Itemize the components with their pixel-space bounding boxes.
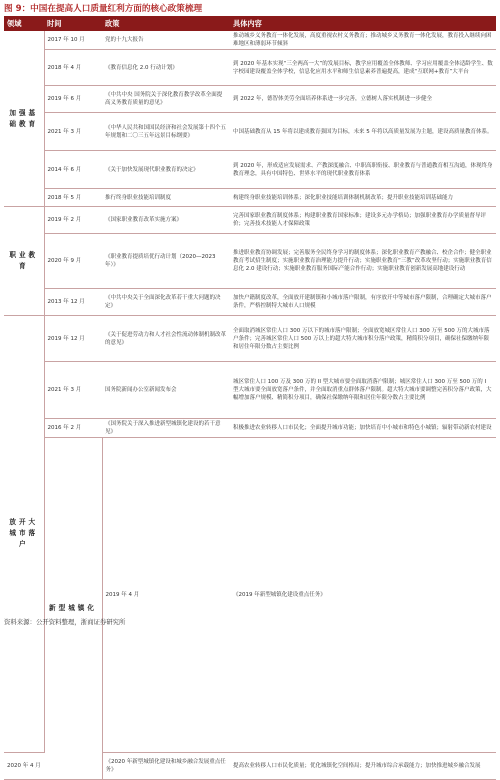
content-cell: 到 2020 年，形成适应发展需求、产教深度融合、中职高职衔接、职业教育与普通教育相互沟通，体现终身教育理念，具有中国特色、世界水平的现代职业教育体系 bbox=[230, 151, 496, 189]
table-row bbox=[4, 419, 496, 438]
table-header-row bbox=[4, 16, 496, 31]
policy-cell: 《2020 年新型城镇化建设和城乡融合发展重点任务》 bbox=[102, 752, 230, 779]
domain-cell: 放开大城市落户 bbox=[4, 316, 44, 753]
time-cell: 2021 年 3 月 bbox=[44, 113, 102, 151]
policy-table bbox=[4, 16, 496, 780]
policy-cell: 《中华人民共和国国民经济和社会发展第十四个五年规划和二〇三五年远景目标纲要》 bbox=[102, 113, 230, 151]
policy-cell: 《职业教育提质培优行动计划（2020—2023 年）》 bbox=[102, 234, 230, 289]
table-row bbox=[4, 113, 496, 151]
time-cell: 2017 年 10 月 bbox=[44, 31, 102, 50]
content-cell: 到 2022 年，德智体美劳全面培养体系进一步完善，立德树人落实机制进一步健全 bbox=[230, 86, 496, 113]
policy-cell: 《国家职业教育改革实施方案》 bbox=[102, 207, 230, 234]
time-cell: 2019 年 2 月 bbox=[44, 207, 102, 234]
table-row bbox=[4, 234, 496, 289]
time-cell: 2019 年 12 月 bbox=[44, 316, 102, 362]
table-row bbox=[4, 31, 496, 50]
table-row bbox=[4, 86, 496, 113]
content-cell: 中国基础教育从 15 年将以建成教育强国为目标，未来 5 年将以高质量发展为主题，建设高质量教育体系。 bbox=[230, 113, 496, 151]
content-cell: 推动城乡义务教育一体化发展，高度重视农村义务教育；推动城乡义务教育一体化发展，教育投入继续向困难地区和薄弱环节倾斜 bbox=[230, 31, 496, 50]
policy-cell: 《国务院关于深入推进新型城镇化建设的若干意见》 bbox=[102, 419, 230, 438]
header-time: 时间 bbox=[44, 16, 102, 31]
source-note: 资料来源：公开资料整理，浙商证券研究所 bbox=[4, 618, 126, 626]
policy-cell: 《中共中央关于全面深化改革若干重大问题的决定》 bbox=[102, 289, 230, 316]
header-policy: 政策 bbox=[102, 16, 230, 31]
domain-cell: 新型城镇化 bbox=[44, 438, 102, 780]
content-cell: 提高农业转移人口市民化质量；优化城镇化空间格局；提升城市综合承载能力；加快推进城乡融合发展 bbox=[230, 752, 496, 779]
policy-cell: 《关于促进劳动力和人才社会性流动体制机制改革的意见》 bbox=[102, 316, 230, 362]
table-body bbox=[4, 31, 496, 779]
policy-cell: 《关于加快发展现代职业教育的决定》 bbox=[102, 151, 230, 189]
policy-cell: 推行终身职业技能培训制度 bbox=[102, 189, 230, 207]
time-cell: 2014 年 6 月 bbox=[44, 151, 102, 189]
time-cell: 2018 年 4 月 bbox=[44, 50, 102, 86]
content-cell: 推进职业教育协调发展；完善服务全民终身学习的制度体系；深化职业教育产教融合、校企合作；健全职业教育考试招生制度；实施职业教育治理能力提升行动；实施职业教育“三教”改革攻坚行动；实施职业教育信息化 2.0 建设行动；实施职业教育服务国际产能合作行动；实施职业教育创新发展高地建设行动 bbox=[230, 234, 496, 289]
policy-cell: 《2019 年新型城镇化建设重点任务》 bbox=[230, 438, 496, 753]
table-row bbox=[4, 207, 496, 234]
table-row bbox=[4, 438, 496, 753]
policy-cell: 《中共中央 国务院关于深化教育教学改革全面提高义务教育质量的意见》 bbox=[102, 86, 230, 113]
time-cell: 2019 年 4 月 bbox=[102, 438, 230, 753]
content-cell: 全面取消城区常住人口 300 万以下的城市落户限制；全面放宽城区常住人口 300 万至 500 万的大城市落户条件；完善城区常住人口 500 万以上的超大特大城市积分落户政策，精简积分项目，确保社保缴纳年限和居住年限分数占主要比例 bbox=[230, 316, 496, 362]
content-cell: 积极推进农业转移人口市民化；全面提升城市功能；加快培育中小城市和特色小城镇；辐射带动新农村建设 bbox=[230, 419, 496, 438]
time-cell: 2020 年 4 月 bbox=[4, 752, 44, 779]
content-cell: 城区常住人口 100 万及 300 万的 II 型大城市要全面取消落户限制；城区常住人口 300 万至 500 万的 I 型大城市要全面放宽落户条件，并全面取消重点群体落户限制。超大特大城市要调整完善积分落户政策，大幅增加落户规模、精简积分项目，确保社保缴纳年限和居住年限分数占主要比例 bbox=[230, 362, 496, 419]
policy-cell: 党的十九大报告 bbox=[102, 31, 230, 50]
policy-cell: 《教育信息化 2.0 行动计划》 bbox=[102, 50, 230, 86]
content-cell: 构建终身职业技能培训体系；深化职业技能培训体制机制改革；提升职业技能培训基础能力 bbox=[230, 189, 496, 207]
table-row bbox=[4, 189, 496, 207]
header-content: 具体内容 bbox=[230, 16, 496, 31]
table-row bbox=[4, 151, 496, 189]
policy-cell: 国务院新闻办公室新闻发布会 bbox=[102, 362, 230, 419]
domain-cell: 职业教育 bbox=[4, 207, 44, 316]
time-cell: 2016 年 2 月 bbox=[44, 419, 102, 438]
table-row bbox=[4, 316, 496, 362]
time-cell: 2018 年 5 月 bbox=[44, 189, 102, 207]
table-row bbox=[4, 362, 496, 419]
content-cell: 完善国家职业教育制度体系；构建职业教育国家标准；建设多元办学格局；加强职业教育办学质量督导评价；完善技术技能人才保障政策 bbox=[230, 207, 496, 234]
content-cell: 加快户籍制度改革，全面放开建制镇和小城市落户限制，有序放开中等城市落户限制，合理确定大城市落户条件，严格控制特大城市人口规模 bbox=[230, 289, 496, 316]
figure-title: 图 9：中国在提高人口质量红利方面的核心政策梳理 bbox=[4, 4, 203, 14]
time-cell: 2021 年 3 月 bbox=[44, 362, 102, 419]
time-cell: 2019 年 6 月 bbox=[44, 86, 102, 113]
time-cell: 2013 年 12 月 bbox=[44, 289, 102, 316]
table-row bbox=[4, 50, 496, 86]
time-cell: 2020 年 9 月 bbox=[44, 234, 102, 289]
header-domain: 领域 bbox=[4, 16, 44, 31]
table-row bbox=[4, 289, 496, 316]
domain-cell: 加强基础教育 bbox=[4, 31, 44, 207]
content-cell: 到 2020 年基本实现“三全两高一大”的发展目标，教学应用覆盖全体教师、学习应用覆盖全体适龄学生、数字校园建设覆盖全体学校，信息化应用水平和师生信息素养普遍提高，建成“互联网+教育”大平台 bbox=[230, 50, 496, 86]
